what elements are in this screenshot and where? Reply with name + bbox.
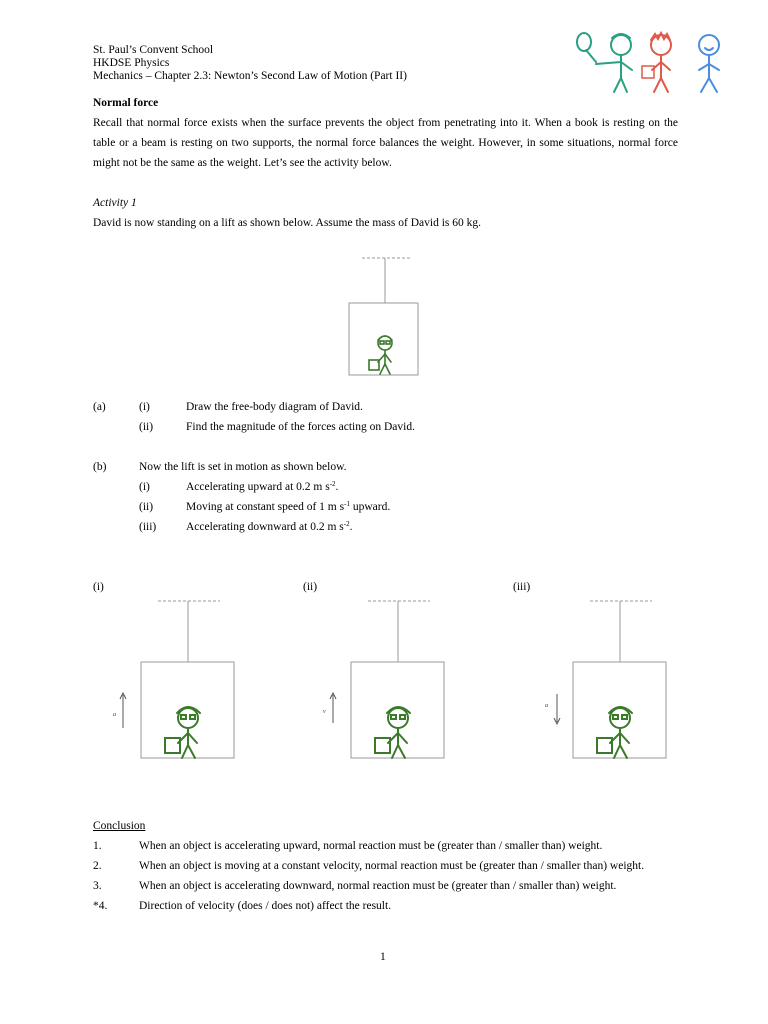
- part-a-label: (a): [93, 401, 106, 413]
- lift-diagram-i: [110, 595, 240, 765]
- diagram-i-label: (i): [93, 581, 104, 593]
- lift-diagram-stationary: [340, 250, 430, 380]
- part-b-i-text: Accelerating upward at 0.2 m $s^{-2}$.: [186, 480, 339, 493]
- david-figure: [369, 336, 392, 374]
- part-b-ii-num: (ii): [139, 501, 154, 513]
- conclusion-1-text: When an object is accelerating upward, normal reaction must be (greater than / smaller than) weight.: [139, 840, 603, 852]
- conclusion-1-num: 1.: [93, 840, 102, 852]
- part-a-i-text: Draw the free-body diagram of David.: [186, 401, 363, 413]
- part-a-ii-text: Find the magnitude of the forces acting on David.: [186, 421, 415, 433]
- subject-name: HKDSE Physics: [93, 57, 170, 69]
- school-logo: [572, 28, 732, 96]
- intro-paragraph: Recall that normal force exists when the surface prevents the object from penetrating into it. When a book is resting on the table or a beam is resting on two supports, the normal force balances the weight. However, in some situations, normal force might not be the same as the weight. Let’s see the activity below.: [93, 117, 678, 169]
- arrow-a-label-iii: a: [545, 703, 548, 709]
- activity-text: David is now standing on a lift as shown below. Assume the mass of David is 60 kg.: [93, 217, 481, 229]
- part-a-ii-num: (ii): [139, 421, 154, 433]
- arrow-v-label: v: [323, 709, 326, 715]
- school-name: St. Paul’s Convent School: [93, 44, 214, 56]
- conclusion-4-text: Direction of velocity (does / does not) affect the result.: [139, 900, 392, 912]
- conclusion-2-num: 2.: [93, 860, 102, 872]
- part-b-iii-text: Accelerating downward at 0.2 m $s^{-2}$.: [186, 520, 353, 533]
- conclusion-3-num: 3.: [93, 880, 102, 892]
- part-b-i-num: (i): [139, 481, 150, 493]
- lift-diagram-ii: [320, 595, 450, 765]
- part-b-iii-num: (iii): [139, 521, 157, 533]
- logo-figure-teal: [577, 33, 632, 92]
- conclusion-title: Conclusion: [93, 820, 146, 832]
- section-title: Normal force: [93, 97, 159, 109]
- diagram-iii-label: (iii): [513, 581, 531, 593]
- logo-figure-blue: [699, 35, 719, 92]
- arrow-a-label-i: a: [113, 712, 116, 718]
- logo-figure-red: [642, 33, 671, 92]
- part-a-i-num: (i): [139, 401, 150, 413]
- part-b-text: Now the lift is set in motion as shown below.: [139, 461, 347, 473]
- conclusion-3-text: When an object is accelerating downward, normal reaction must be (greater than / smaller than) weight.: [139, 880, 617, 892]
- david-figure: [597, 707, 632, 758]
- conclusion-2-text: When an object is moving at a constant velocity, normal reaction must be (greater than / smaller than) weight.: [139, 860, 645, 872]
- diagram-ii-label: (ii): [303, 581, 318, 593]
- david-figure: [375, 707, 410, 758]
- activity-title: Activity 1: [93, 197, 137, 209]
- conclusion-4-num: *4.: [93, 900, 108, 912]
- page-number: 1: [380, 951, 386, 963]
- chapter-title: Mechanics – Chapter 2.3: Newton’s Second Law of Motion (Part II): [93, 70, 407, 82]
- lift-diagram-iii: [542, 595, 672, 765]
- david-figure: [165, 707, 200, 758]
- part-b-ii-text: Moving at constant speed of 1 m $s^{-1}$ upward.: [186, 500, 391, 513]
- part-b-label: (b): [93, 461, 107, 473]
